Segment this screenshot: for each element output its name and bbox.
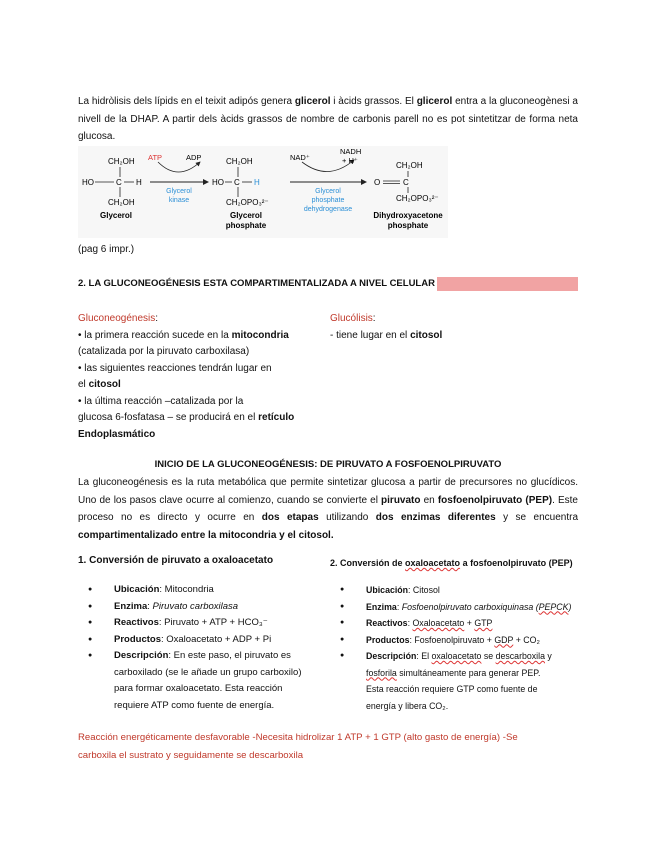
gluco-item1-bold: mitocondria bbox=[231, 329, 289, 341]
step2-prod-v3: + CO₂ bbox=[513, 634, 540, 645]
section2-title: 2. LA GLUCONEOGÉNESIS ESTA COMPARTIMENTALIZADA A NIVEL CELULAR bbox=[78, 278, 435, 289]
step2-reactivos bbox=[330, 615, 590, 632]
step2-title-b: oxaloacetato bbox=[405, 558, 461, 568]
dhap-bot: CH₂OPO₃²⁻ bbox=[396, 194, 439, 203]
inicio-bold-2: fosfoenolpiruvato (PEP) bbox=[437, 494, 553, 506]
step1-enzima: ● Enzima: Piruvato carboxilasa bbox=[78, 599, 328, 616]
step2-reac-v1: : bbox=[407, 618, 413, 628]
g3p-ho: HO bbox=[212, 178, 224, 187]
inicio-text-3: . Este proceso no es directo y ocurre en bbox=[78, 494, 578, 523]
inicio-paragraph bbox=[78, 474, 578, 544]
step1-desc-4: requiere ATP como fuente de energía. bbox=[114, 699, 275, 711]
step2-reac-v2: Oxaloacetato bbox=[412, 618, 465, 628]
step1-reac-label: Reactivos bbox=[114, 617, 159, 628]
dhap-label-2: phosphate bbox=[387, 221, 429, 230]
footer-note bbox=[78, 729, 583, 765]
dehydrogenase-label-1: Glycerol bbox=[315, 188, 341, 195]
glycerol-h: H bbox=[136, 178, 142, 187]
g3p-bot: CH₂OPO₃²⁻ bbox=[226, 198, 269, 207]
gluco-item1-text: • la primera reacción sucede en la bbox=[78, 329, 232, 341]
step2-desc-v9: energía y libera CO₂. bbox=[366, 700, 449, 711]
inicio-bold-3: dos etapas bbox=[261, 512, 319, 523]
dehydrogenase-label-3: dehydrogenase bbox=[303, 206, 353, 213]
dhap-label-1: Dihydroxyacetone bbox=[373, 211, 443, 220]
glycerol-bot: CH₂OH bbox=[108, 198, 135, 207]
gluco-item1-cont: (catalizada por la piruvato carboxilasa) bbox=[78, 346, 250, 357]
step2-productos bbox=[330, 632, 590, 649]
glycolysis-colon: : bbox=[372, 313, 376, 324]
step2-reac-v3: + bbox=[464, 618, 475, 628]
glycolysis-heading: Glucólisis bbox=[330, 313, 373, 324]
step1-reactivos bbox=[78, 615, 328, 632]
intro-bold-glicerol-1: glicerol bbox=[294, 96, 331, 107]
step2-prod-v2: GDP bbox=[494, 634, 514, 645]
step2-desc-label: Descripción bbox=[366, 651, 417, 661]
step1-list bbox=[78, 582, 328, 714]
inicio-title: INICIO DE LA GLUCONEOGÉNESIS: DE PIRUVATO A FOSFOENOLPIRUVATO bbox=[154, 459, 502, 470]
step2-desc-v5: y bbox=[544, 651, 552, 661]
intro-paragraph bbox=[78, 93, 578, 146]
inicio-text-1: La gluconeogénesis es la ruta metabólica que permite sintetizar glucosa a partir de precursores no glucídicos. Uno de los pasos clave ocurre al comienzo, cuando se convierte el bbox=[78, 477, 578, 506]
footer-line-2: carboxila el sustrato y seguidamente se descarboxila bbox=[78, 750, 304, 761]
step2-desc-v7: simultáneamente para generar PEP. bbox=[396, 667, 541, 678]
step2-desc-v3: se bbox=[481, 651, 496, 661]
page-note: (pag 6 impr.) bbox=[78, 244, 135, 255]
glycerol-c: C bbox=[116, 178, 122, 187]
step2-enz-v2: PEPCK bbox=[538, 601, 569, 612]
step2-reac-label: Reactivos bbox=[366, 618, 408, 628]
glycolysis-column bbox=[330, 311, 570, 344]
step2-prod-label: Productos bbox=[366, 634, 410, 645]
gluconeogenesis-heading: Gluconeogénesis bbox=[78, 313, 156, 324]
step2-descripcion bbox=[330, 648, 590, 714]
dhap-top: CH₂OH bbox=[396, 161, 423, 170]
step2-enzima: ● Enzima: Fosfoenolpiruvato carboxiquinasa (PEPCK) bbox=[330, 599, 590, 616]
footer-line-1: Reacción energéticamente desfavorable -Necesita hidrolizar 1 ATP + 1 GTP (alto gasto de energía) -Se bbox=[78, 732, 518, 743]
nad-label: NAD⁺ bbox=[290, 153, 310, 162]
dhap-o: O bbox=[374, 178, 381, 187]
gluco-item2-text: • las siguientes reacciones tendrán lugar en bbox=[78, 362, 272, 374]
step2-desc-v6: fosforila bbox=[366, 667, 397, 678]
g3p-label-1: Glycerol bbox=[229, 211, 263, 220]
step2-desc-v8: Esta reacción requiere GTP como fuente de bbox=[366, 684, 538, 694]
g3p-label-2: phosphate bbox=[225, 221, 267, 230]
step2-reac-v4: GTP bbox=[474, 618, 493, 628]
gluconeogenesis-column bbox=[78, 311, 318, 443]
step2-ubic-label: Ubicación bbox=[366, 585, 409, 595]
step1-productos bbox=[78, 632, 328, 649]
kinase-label-2: kinase bbox=[168, 197, 190, 204]
intro-text-2: i àcids grassos. El bbox=[330, 96, 417, 107]
inicio-bold-1: piruvato bbox=[381, 494, 421, 506]
intro-text-1: La hidròlisis dels lípids en el teixit adipós genera bbox=[78, 96, 295, 107]
step2-list bbox=[330, 582, 590, 714]
gluco-item3-text: • la última reacción –catalizada por la bbox=[78, 395, 244, 407]
g3p-c: C bbox=[234, 178, 240, 187]
step1-prod-value: : Oxaloacetato + ADP + Pi bbox=[160, 633, 272, 645]
step1-desc-2: carboxilado (se le añade un grupo carboxilo) bbox=[114, 666, 302, 678]
g3p-top: CH₂OH bbox=[226, 157, 253, 166]
step2-enz-label: Enzima bbox=[366, 601, 397, 612]
step2-ubic-value: : Citosol bbox=[408, 585, 440, 595]
step2-desc-v2: oxaloacetato bbox=[431, 651, 482, 661]
intro-bold-glicerol-2: glicerol bbox=[416, 96, 453, 107]
gluconeogenesis-colon: : bbox=[155, 313, 159, 324]
step1-enz-value: Piruvato carboxilasa bbox=[152, 600, 239, 612]
step1-enz-label: Enzima bbox=[114, 600, 148, 612]
glycerol-ho: HO bbox=[82, 178, 94, 187]
step2-title-a: 2. Conversión de bbox=[330, 558, 406, 568]
inicio-text-5: y se encuentra bbox=[495, 512, 579, 523]
gluco-item3-bold-2: Endoplasmático bbox=[78, 428, 156, 440]
intro-text-3: entra a la gluconeogènesi a nivell de la DHAP. A partir dels àcids grassos de nombre de carbonis parell no es pot sintetitzar de forma neta glucosa. bbox=[78, 96, 578, 142]
gluco-item3-cont: glucosa 6-fosfatasa – se producirá en el bbox=[78, 412, 259, 423]
step2-desc-v1: : El bbox=[416, 651, 432, 661]
inicio-text-4: utilizando bbox=[318, 512, 376, 523]
step2-title-c: a fosfoenolpiruvato (PEP) bbox=[460, 558, 573, 568]
step1-ubic-value: : Mitocondria bbox=[159, 584, 214, 595]
inicio-bold-5: compartimentalizado entre la mitocondria y el citosol. bbox=[78, 529, 334, 541]
g3p-h: H bbox=[254, 178, 260, 187]
dehydrogenase-label-2: phosphate bbox=[311, 197, 345, 204]
glycerol-to-dhap-diagram bbox=[78, 146, 448, 238]
dhap-c: C bbox=[403, 178, 409, 187]
glycerol-top: CH₂OH bbox=[108, 157, 135, 166]
step1-reac-value: : Piruvato + ATP + HCO₃⁻ bbox=[158, 617, 268, 628]
step2-prod-v1: : Fosfoenolpiruvato + bbox=[409, 634, 495, 645]
step1-title: 1. Conversión de piruvato a oxaloacetato bbox=[78, 555, 274, 566]
nadh-label: NADH bbox=[340, 147, 362, 156]
step1-descripcion bbox=[78, 648, 328, 714]
title-highlight bbox=[437, 277, 578, 291]
inicio-text-2: en bbox=[420, 494, 438, 506]
glycolysis-item1-bold: citosol bbox=[410, 329, 443, 341]
step1-desc-1: : En este paso, el piruvato es bbox=[168, 650, 291, 661]
step2-enz-v1: Fosfoenolpiruvato carboxiquinasa ( bbox=[401, 601, 539, 612]
step1-desc-label: Descripción bbox=[114, 650, 169, 661]
step2-title bbox=[330, 558, 573, 568]
step2-ubicacion bbox=[330, 582, 590, 599]
glycolysis-item1-text: - tiene lugar en el bbox=[330, 329, 411, 341]
glycerol-label: Glycerol bbox=[100, 211, 133, 220]
gluco-item2-cont: el bbox=[78, 379, 89, 390]
step1-ubic-label: Ubicación bbox=[114, 584, 160, 595]
inicio-bold-4: dos enzimas diferentes bbox=[375, 512, 496, 523]
adp-label: ADP bbox=[186, 153, 202, 162]
step2-enz-v3: ) bbox=[568, 601, 572, 612]
step1-prod-label: Productos bbox=[114, 633, 161, 645]
gluco-item2-bold: citosol bbox=[88, 379, 121, 390]
step2-desc-v4: descarboxila bbox=[495, 651, 545, 661]
kinase-label-1: Glycerol bbox=[166, 188, 192, 195]
step1-ubicacion bbox=[78, 582, 328, 599]
hplus-label: + H⁺ bbox=[342, 156, 358, 165]
atp-label: ATP bbox=[148, 153, 163, 162]
gluco-item3-bold: retículo bbox=[258, 412, 295, 423]
step1-desc-3: para formar oxaloacetato. Esta reacción bbox=[114, 683, 283, 694]
